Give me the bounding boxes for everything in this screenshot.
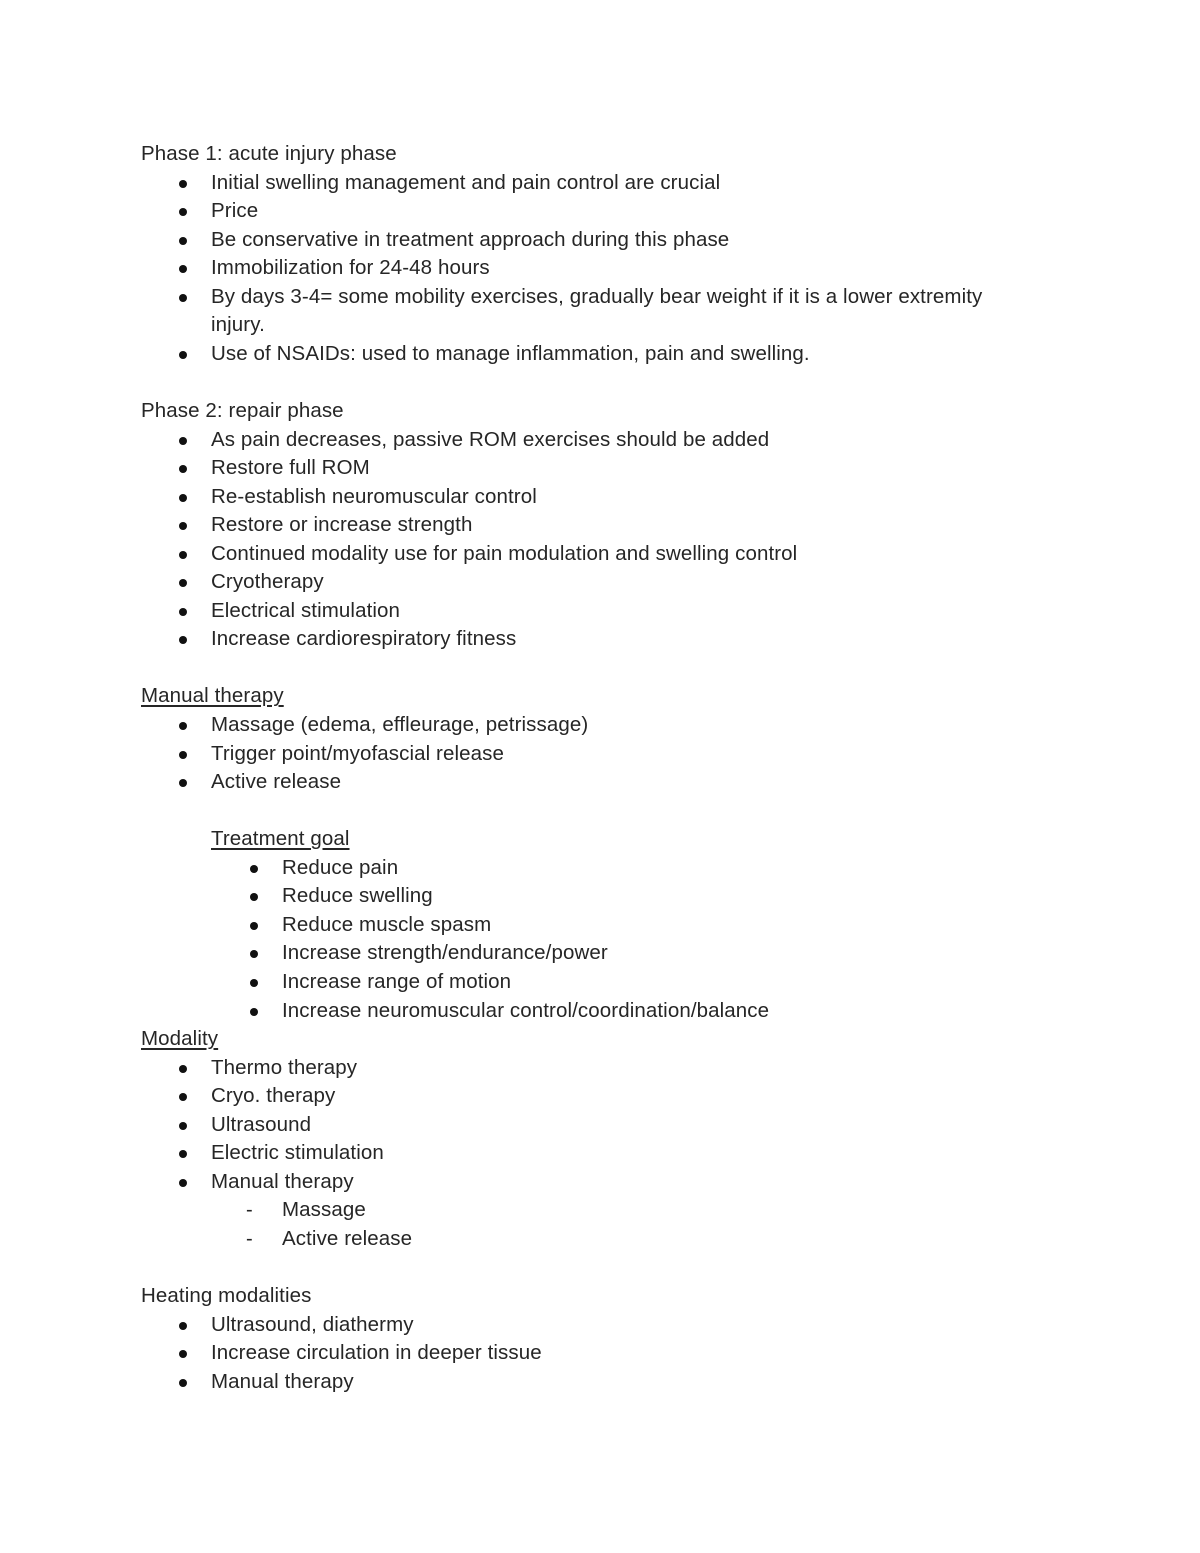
list-item: Cryotherapy: [211, 570, 324, 594]
sub-list-item: Massage: [282, 1198, 366, 1222]
list-item: Use of NSAIDs: used to manage inflammation, pain and swelling.: [211, 341, 810, 365]
bullet-icon: [250, 922, 258, 930]
sub-list-item: Reduce swelling: [282, 884, 433, 908]
list-item: Re-establish neuromuscular control: [211, 484, 537, 508]
bullet-icon: [179, 1179, 187, 1187]
bullet-icon: [179, 608, 187, 616]
bullet-icon: [179, 1379, 187, 1387]
sub-heading: Treatment goal: [211, 827, 350, 851]
list-item: Continued modality use for pain modulation and swelling control: [211, 541, 798, 565]
bullet-icon: [179, 579, 187, 587]
list-item: Electric stimulation: [211, 1141, 384, 1165]
bullet-icon: [179, 751, 187, 759]
list-item: Manual therapy: [211, 1369, 354, 1393]
dash-bullet-icon: -: [246, 1227, 253, 1250]
sub-list-item: Reduce muscle spasm: [282, 912, 492, 936]
bullet-icon: [179, 1322, 187, 1330]
list-item: Thermo therapy: [211, 1055, 358, 1079]
list-item: Ultrasound, diathermy: [211, 1312, 414, 1336]
bullet-icon: [179, 779, 187, 787]
dash-bullet-icon: -: [246, 1199, 253, 1222]
bullet-icon: [179, 494, 187, 502]
section-heading: Phase 1: acute injury phase: [141, 142, 397, 165]
bullet-icon: [179, 636, 187, 644]
list-item: Manual therapy: [211, 1169, 354, 1193]
bullet-icon: [179, 1350, 187, 1358]
bullet-icon: [179, 351, 187, 359]
list-item: Ultrasound: [211, 1112, 312, 1136]
list-item: Restore or increase strength: [211, 513, 473, 537]
list-item: As pain decreases, passive ROM exercises should be added: [211, 427, 770, 451]
sub-list-item: Increase strength/endurance/power: [282, 941, 608, 965]
bullet-icon: [250, 950, 258, 958]
bullet-icon: [250, 865, 258, 873]
bullet-icon: [179, 1093, 187, 1101]
bullet-icon: [250, 979, 258, 987]
bullet-icon: [179, 265, 187, 273]
list-item: Restore full ROM: [211, 456, 370, 480]
bullet-icon: [179, 294, 187, 302]
sub-list-item: Increase range of motion: [282, 969, 512, 993]
list-item: Initial swelling management and pain control are crucial: [211, 170, 721, 194]
sub-list-item: Increase neuromuscular control/coordination/balance: [282, 998, 770, 1022]
list-item: Price: [211, 199, 259, 223]
bullet-icon: [179, 722, 187, 730]
list-item: Massage (edema, effleurage, petrissage): [211, 713, 589, 736]
bullet-icon: [179, 1150, 187, 1158]
bullet-icon: [179, 1065, 187, 1073]
list-item: Cryo. therapy: [211, 1084, 336, 1108]
bullet-icon: [179, 237, 187, 245]
list-item: Increase cardiorespiratory fitness: [211, 627, 517, 651]
list-item: Immobilization for 24-48 hours: [211, 256, 490, 280]
list-item: Trigger point/myofascial release: [211, 741, 504, 765]
bullet-icon: [179, 522, 187, 530]
list-item: Active release: [211, 770, 342, 794]
bullet-icon: [179, 1122, 187, 1130]
section-heading: Manual therapy: [141, 684, 284, 708]
bullet-icon: [179, 208, 187, 216]
bullet-icon: [250, 1008, 258, 1016]
section-heading: Heating modalities: [141, 1284, 312, 1307]
list-item: By days 3-4= some mobility exercises, gradually bear weight if it is a lower extremity: [211, 284, 983, 308]
bullet-icon: [179, 180, 187, 188]
sub-list-item: Active release: [282, 1226, 413, 1250]
list-item: Increase circulation in deeper tissue: [211, 1341, 542, 1365]
bullet-icon: [179, 437, 187, 445]
section-heading: Phase 2: repair phase: [141, 398, 344, 422]
section-heading: Modality: [141, 1027, 219, 1051]
sub-list-item: Reduce pain: [282, 855, 399, 879]
list-item: Be conservative in treatment approach during this phase: [211, 227, 730, 251]
bullet-icon: [179, 465, 187, 473]
list-item-continuation: injury.: [211, 313, 265, 337]
bullet-icon: [250, 893, 258, 901]
bullet-icon: [179, 551, 187, 559]
list-item: Electrical stimulation: [211, 598, 401, 622]
